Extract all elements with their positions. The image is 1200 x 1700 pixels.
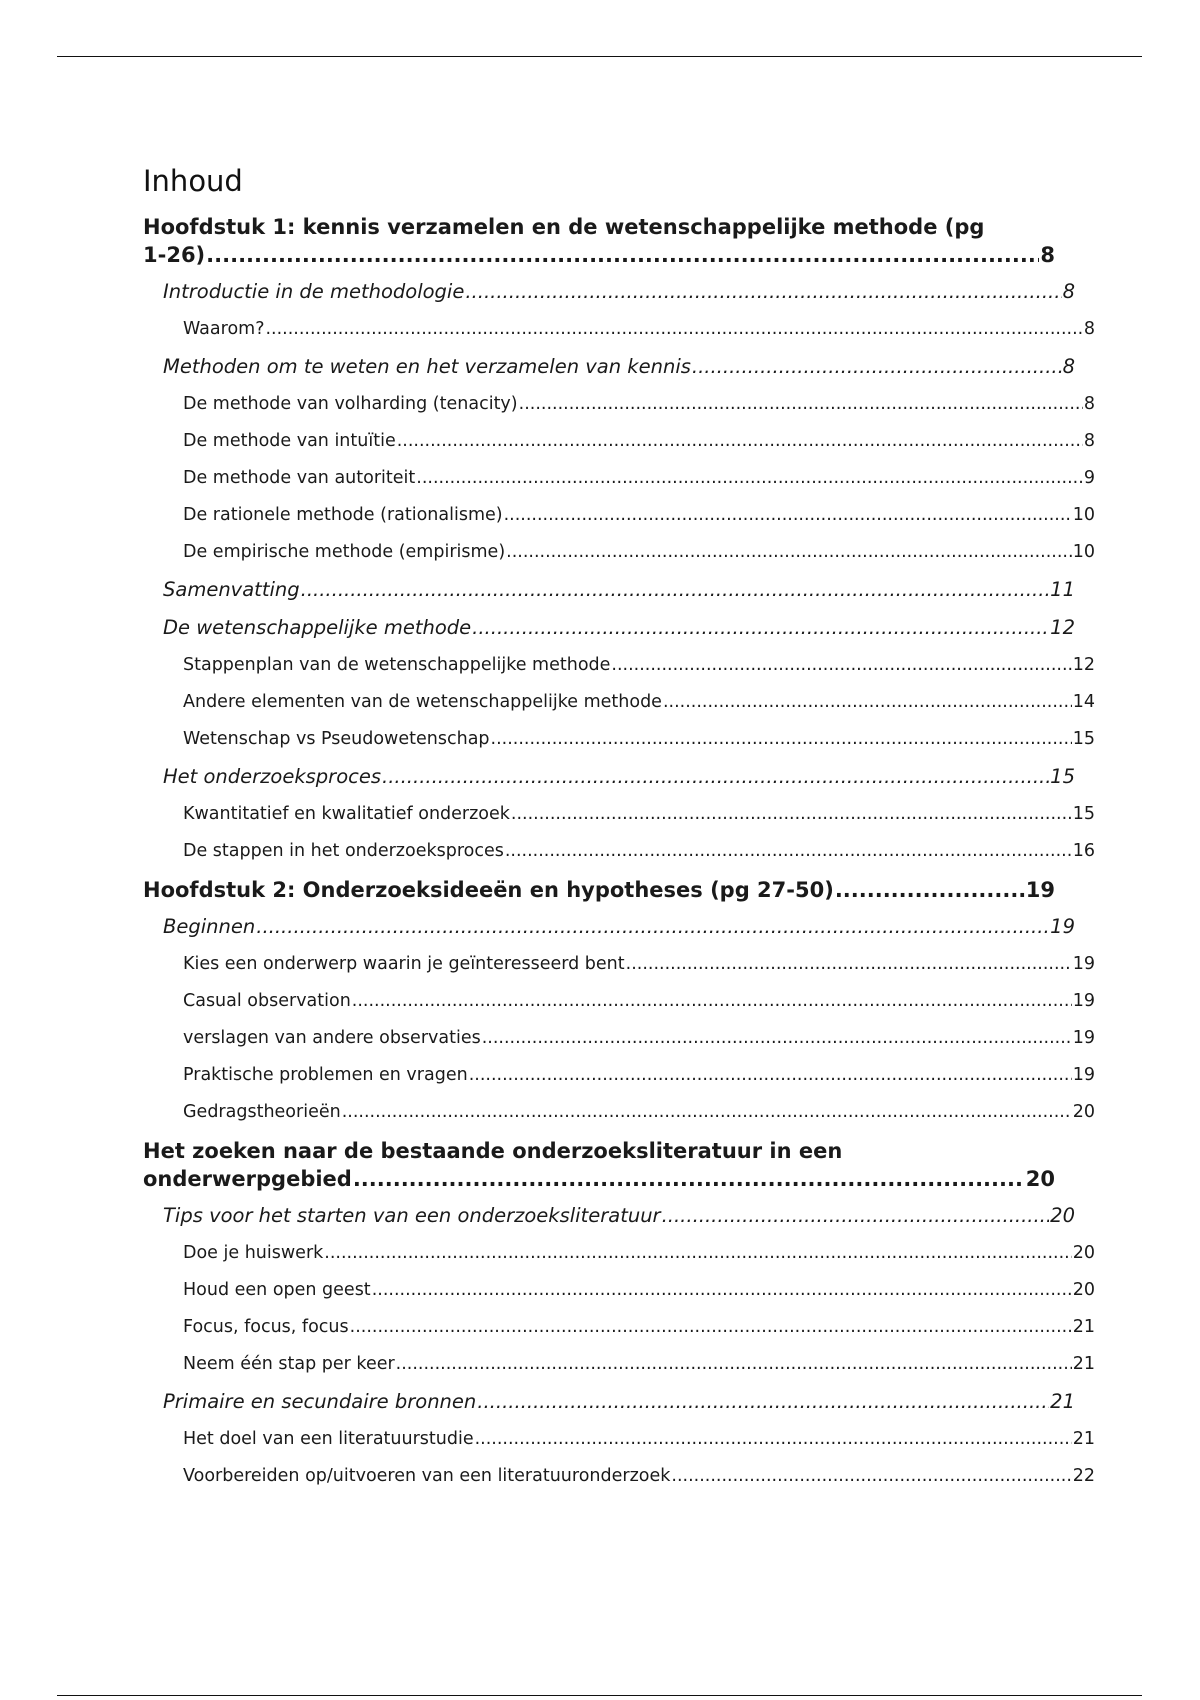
- toc-subsection-label: Kies een onderwerp waarin je geïnteresseerd bent: [183, 954, 625, 974]
- dot-leader: [301, 577, 1050, 603]
- toc-subsection-empirische[interactable]: [143, 540, 1095, 564]
- toc-page-number: 8: [1083, 394, 1095, 414]
- dot-leader: [382, 764, 1049, 790]
- toc-page-number: 20: [1072, 1280, 1095, 1300]
- toc-page-number: 8: [1062, 355, 1075, 378]
- toc-subsection-stappen[interactable]: [143, 839, 1095, 863]
- toc-page-number: 16: [1072, 841, 1095, 861]
- toc-page-number: 21: [1072, 1354, 1095, 1374]
- table-of-contents: [143, 162, 1095, 1501]
- toc-subsection-label: Focus, focus, focus: [183, 1317, 349, 1337]
- toc-subsection-volharding[interactable]: [143, 392, 1095, 416]
- dot-leader: [511, 802, 1072, 826]
- dot-leader: [324, 1241, 1071, 1265]
- toc-page-number: 19: [1072, 1065, 1095, 1085]
- dot-leader: [626, 952, 1072, 976]
- toc-chapter-2[interactable]: [143, 876, 1055, 904]
- dot-leader: [350, 1315, 1072, 1339]
- toc-subsection-label: Andere elementen van de wetenschappelijke methode: [183, 692, 662, 712]
- dot-leader: [491, 727, 1072, 751]
- toc-page-number: 14: [1072, 692, 1095, 712]
- toc-section-onderzoeksproces[interactable]: [143, 764, 1075, 790]
- toc-subsection-autoriteit[interactable]: [143, 466, 1095, 490]
- toc-page-number: 9: [1083, 468, 1095, 488]
- toc-subsection-verslagen[interactable]: [143, 1026, 1095, 1050]
- toc-subsection-label: De empirische methode (empirisme): [183, 542, 506, 562]
- toc-subsection-label: Houd een open geest: [183, 1280, 371, 1300]
- dot-leader: [835, 876, 1025, 904]
- dot-leader: [206, 241, 1039, 269]
- toc-subsection-label: Kwantitatief en kwalitatief onderzoek: [183, 804, 510, 824]
- toc-subsection-pseudowetenschap[interactable]: [143, 727, 1095, 751]
- toc-subsection-voorbereiden[interactable]: [143, 1464, 1095, 1488]
- toc-chapter-literatuur[interactable]: [143, 1137, 1055, 1193]
- toc-title: Inhoud: [143, 164, 243, 198]
- dot-leader: [475, 1427, 1072, 1451]
- toc-subsection-label: Casual observation: [183, 991, 351, 1011]
- dot-leader: [506, 540, 1072, 564]
- toc-subsection-praktische-problemen[interactable]: [143, 1063, 1095, 1087]
- toc-page-number: 12: [1072, 655, 1095, 675]
- toc-subsection-label: Voorbereiden op/uitvoeren van een literatuuronderzoek: [183, 1466, 671, 1486]
- dot-leader: [465, 279, 1061, 305]
- toc-page-number: 8: [1083, 431, 1095, 451]
- toc-subsection-waarom[interactable]: [143, 317, 1095, 341]
- dot-leader: [611, 653, 1071, 677]
- dot-leader: [265, 317, 1082, 341]
- dot-leader: [472, 615, 1049, 641]
- toc-section-label: Tips voor het starten van een onderzoeksliteratuur: [163, 1204, 661, 1227]
- toc-subsection-casual-observation[interactable]: [143, 989, 1095, 1013]
- toc-subsection-label: De methode van autoriteit: [183, 468, 416, 488]
- toc-page-number: 8: [1040, 243, 1055, 267]
- toc-section-samenvatting[interactable]: [143, 577, 1075, 603]
- toc-page-number: 22: [1072, 1466, 1095, 1486]
- toc-chapter-label-line1: Hoofdstuk 1: kennis verzamelen en de wetenschappelijke methode (pg: [143, 215, 985, 239]
- toc-page-number: 20: [1050, 1204, 1075, 1227]
- dot-leader: [353, 1165, 1025, 1193]
- toc-section-label: Het onderzoeksproces: [163, 765, 382, 788]
- dot-leader: [504, 503, 1072, 527]
- toc-section-wetenschappelijke[interactable]: [143, 615, 1075, 641]
- toc-subsection-label: verslagen van andere observaties: [183, 1028, 481, 1048]
- dot-leader: [396, 1352, 1072, 1376]
- toc-subsection-focus[interactable]: [143, 1315, 1095, 1339]
- toc-section-beginnen[interactable]: [143, 914, 1075, 940]
- toc-section-label: Methoden om te weten en het verzamelen van kennis: [163, 355, 691, 378]
- toc-subsection-gedragstheorieen[interactable]: [143, 1100, 1095, 1124]
- toc-subsection-label: Gedragstheorieën: [183, 1102, 341, 1122]
- toc-section-bronnen[interactable]: [143, 1389, 1075, 1415]
- toc-subsection-stappenplan[interactable]: [143, 653, 1095, 677]
- toc-subsection-andere-elementen[interactable]: [143, 690, 1095, 714]
- dot-leader: [372, 1278, 1072, 1302]
- toc-subsection-doel-literatuurstudie[interactable]: [143, 1427, 1095, 1451]
- toc-page-number: 8: [1062, 280, 1075, 303]
- toc-page-number: 19: [1072, 991, 1095, 1011]
- footer-rule: [57, 1695, 1142, 1696]
- toc-page-number: 15: [1072, 804, 1095, 824]
- toc-section-label: De wetenschappelijke methode: [163, 616, 472, 639]
- dot-leader: [519, 392, 1083, 416]
- toc-page-number: 21: [1050, 1390, 1075, 1413]
- toc-section-tips[interactable]: [143, 1203, 1075, 1229]
- toc-page-number: 19: [1025, 878, 1055, 902]
- dot-leader: [477, 1389, 1049, 1415]
- toc-subsection-label: Het doel van een literatuurstudie: [183, 1429, 474, 1449]
- toc-section-methoden[interactable]: [143, 354, 1075, 380]
- dot-leader: [342, 1100, 1072, 1124]
- toc-subsection-label: Praktische problemen en vragen: [183, 1065, 468, 1085]
- toc-page-number: 20: [1072, 1102, 1095, 1122]
- toc-subsection-label: De stappen in het onderzoeksproces: [183, 841, 504, 861]
- toc-subsection-label: Waarom?: [183, 319, 265, 339]
- toc-subsection-kwantitatief[interactable]: [143, 802, 1095, 826]
- toc-page-number: 15: [1050, 765, 1075, 788]
- toc-subsection-label: De methode van intuïtie: [183, 431, 396, 451]
- header-rule: [57, 56, 1142, 57]
- dot-leader: [482, 1026, 1072, 1050]
- toc-section-introductie[interactable]: [143, 279, 1075, 305]
- dot-leader: [469, 1063, 1072, 1087]
- toc-subsection-huiswerk[interactable]: [143, 1241, 1095, 1265]
- toc-page-number: 19: [1050, 915, 1075, 938]
- toc-subsection-label: Stappenplan van de wetenschappelijke methode: [183, 655, 611, 675]
- toc-subsection-label: De methode van volharding (tenacity): [183, 394, 518, 414]
- dot-leader: [416, 466, 1083, 490]
- toc-chapter-label-line1: Het zoeken naar de bestaande onderzoeksliteratuur in een: [143, 1139, 843, 1163]
- toc-page-number: 11: [1050, 578, 1075, 601]
- toc-page-number: 10: [1072, 542, 1095, 562]
- toc-subsection-open-geest[interactable]: [143, 1278, 1095, 1302]
- dot-leader: [397, 429, 1083, 453]
- toc-chapter-label: Hoofdstuk 2: Onderzoeksideeën en hypotheses (pg 27-50): [143, 878, 834, 902]
- dot-leader: [256, 914, 1049, 940]
- dot-leader: [663, 690, 1072, 714]
- toc-subsection-label: Doe je huiswerk: [183, 1243, 324, 1263]
- toc-page-number: 8: [1083, 319, 1095, 339]
- dot-leader: [662, 1203, 1050, 1229]
- toc-section-label: Introductie in de methodologie: [163, 280, 465, 303]
- toc-section-label: Primaire en secundaire bronnen: [163, 1390, 477, 1413]
- toc-subsection-label: Wetenschap vs Pseudowetenschap: [183, 729, 490, 749]
- toc-subsection-een-stap[interactable]: [143, 1352, 1095, 1376]
- toc-page-number: 21: [1072, 1429, 1095, 1449]
- toc-page-number: 10: [1072, 505, 1095, 525]
- dot-leader: [671, 1464, 1071, 1488]
- toc-page-number: 19: [1072, 1028, 1095, 1048]
- toc-page-number: 20: [1025, 1167, 1055, 1191]
- toc-page-number: 21: [1072, 1317, 1095, 1337]
- toc-section-label: Samenvatting: [163, 578, 300, 601]
- toc-subsection-rationele[interactable]: [143, 503, 1095, 527]
- toc-chapter-1[interactable]: [143, 213, 1055, 269]
- toc-subsection-label: Neem één stap per keer: [183, 1354, 395, 1374]
- dot-leader: [692, 354, 1062, 380]
- toc-page-number: 15: [1072, 729, 1095, 749]
- toc-page-number: 12: [1050, 616, 1075, 639]
- dot-leader: [352, 989, 1072, 1013]
- toc-chapter-label-line2: onderwerpgebied: [143, 1167, 352, 1191]
- toc-subsection-kies-onderwerp[interactable]: [143, 952, 1095, 976]
- dot-leader: [505, 839, 1072, 863]
- toc-section-label: Beginnen: [163, 915, 256, 938]
- toc-chapter-label-line2: 1-26): [143, 243, 206, 267]
- toc-subsection-label: De rationele methode (rationalisme): [183, 505, 503, 525]
- toc-page-number: 19: [1072, 954, 1095, 974]
- toc-subsection-intuitie[interactable]: [143, 429, 1095, 453]
- toc-page-number: 20: [1072, 1243, 1095, 1263]
